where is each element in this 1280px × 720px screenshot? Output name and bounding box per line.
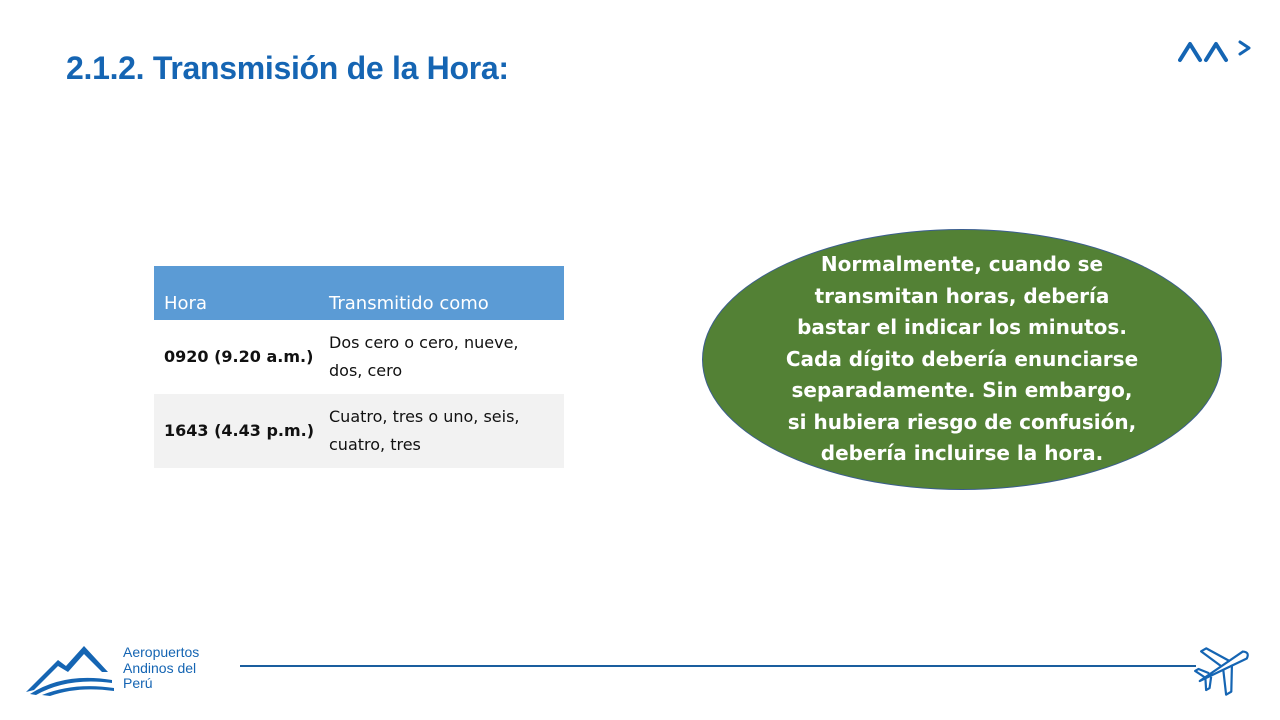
company-name (123, 645, 199, 692)
callout-line: Cada dígito debería enunciarse (785, 346, 1139, 371)
callout-line: separadamente. Sin embargo, (791, 378, 1133, 402)
cell-transmitido (329, 320, 564, 394)
callout-line: si hubiera riesgo de confusión, (787, 409, 1137, 434)
callout-text (702, 249, 1222, 470)
footer-divider (240, 665, 1196, 667)
airplane-icon (1192, 636, 1256, 698)
callout-line: transmitan horas, debería (814, 283, 1110, 308)
table-header-row (154, 266, 564, 320)
column-header-transmitido: Transmitido como (329, 266, 564, 320)
time-transmission-table (154, 266, 564, 468)
table-row (154, 320, 564, 394)
table-row (154, 394, 564, 468)
cell-hora: 0920 (9.20 a.m.) (164, 347, 314, 366)
cell-text-line: Cuatro, tres o uno, seis, (329, 407, 520, 426)
cell-text-line: Dos cero o cero, nueve, (329, 333, 519, 352)
mountain-chevron-icon (1178, 38, 1252, 64)
callout-line: Normalmente, cuando se (820, 252, 1104, 276)
company-name-line: Perú (123, 675, 153, 691)
mountains-logo-icon (24, 642, 116, 696)
cell-transmitido (329, 394, 564, 468)
company-name-line: Aeropuertos (123, 644, 200, 660)
company-name-line: Andinos del (123, 659, 197, 676)
cell-text-line: dos, cero (329, 361, 403, 380)
cell-text-line: cuatro, tres (329, 435, 421, 454)
slide-title: 2.1.2. Transmisión de la Hora: (66, 50, 509, 86)
column-header-hora: Hora (154, 266, 329, 320)
callout-line: bastar el indicar los minutos. (797, 315, 1127, 339)
callout-line: debería incluirse la hora. (820, 441, 1104, 465)
cell-hora: 1643 (4.43 p.m.) (154, 394, 329, 468)
